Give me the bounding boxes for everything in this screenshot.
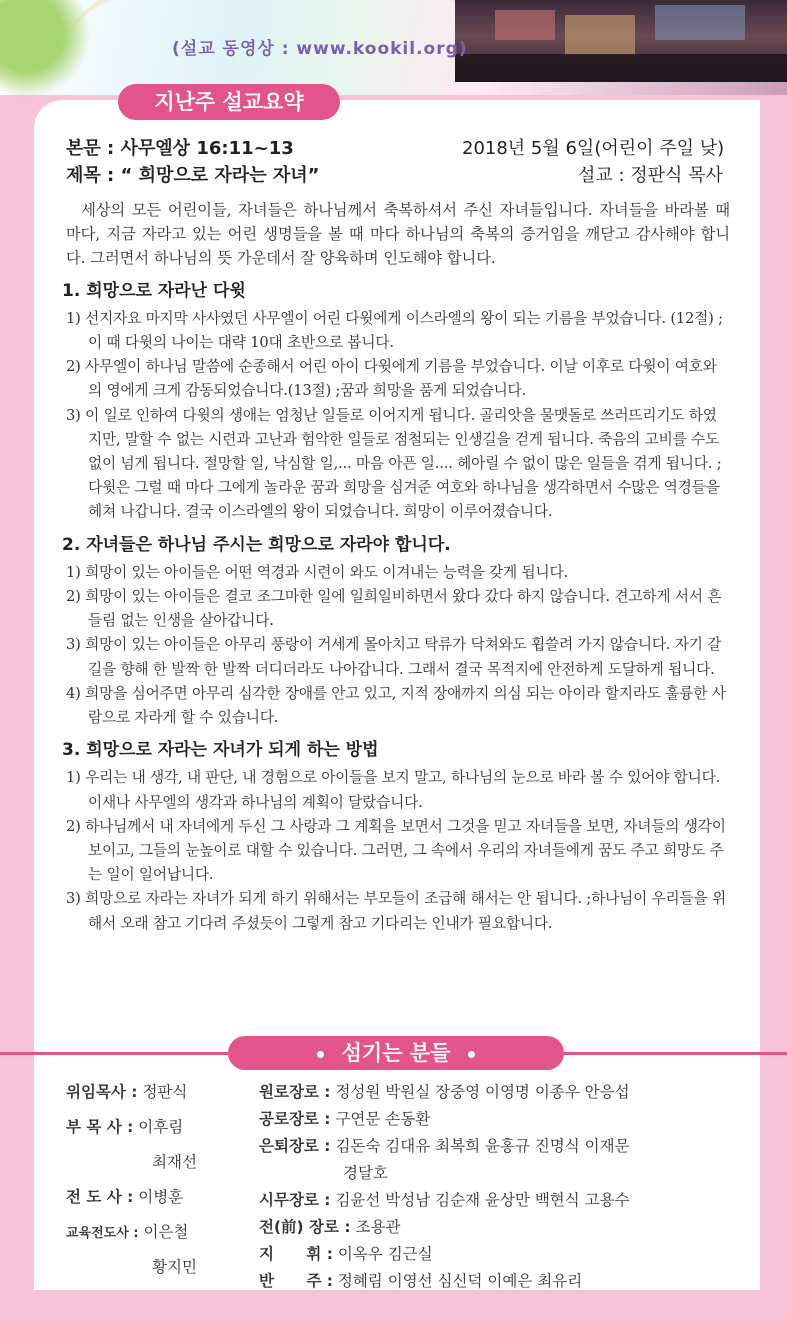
intro-paragraph: 세상의 모든 어린이들, 자녀들은 하나님께서 축복하셔서 주신 자녀들입니다. 자녀들을 바라볼 때 마다, 지금 자라고 있는 어린 생명들을 볼 때 마다 하나님의 축복의 증거임을 깨닫고 감사해야 합니다. 그러면서 하나님의 뜻 가운데서 잘 양육하며 인도해야 합니다. [66,201,730,268]
list-item: 3) 이 일로 인하여 다윗의 생애는 엄청난 일들로 이어지게 됩니다. 골리앗을 물맷돌로 쓰러뜨리기도 하였지만, 말할 수 없는 시련과 고난과 험악한 일들로 점철되는 인생길을 걷게 됩니다. 죽음의 고비를 수도 없이 넘게 됩니다. 절망할 일, 낙심할 일,... 마음 아픈 일.... 헤아릴 수 없이 많은 일들을 겪게 됩니다. ;다윗은 그럴 때 마다 그에게 놀라운 꿈과 희망을 심겨준 여호와 하나님을 생각하면서 수많은 역경들을 헤쳐 나갑니다. 결국 이스라엘의 왕이 되었습니다. 희망이 이루어졌습니다. [66,406,722,521]
list-item: 1) 선지자요 마지막 사사였던 사무엘이 어린 다윗에게 이스라엘의 왕이 되는 기름을 부었습니다. (12절) ;이 때 다윗의 나이는 대략 10대 초반으로 봅니다. [66,309,723,352]
staff-row: 은퇴장로 : 김돈숙 김대유 최복희 윤홍규 진명식 이재문 [259,1137,630,1155]
list-item: 4) 희망을 심어주면 아무리 심각한 장애를 안고 있고, 지적 장애까지 의심 되는 아이라 할지라도 훌륭한 사람으로 자라게 할 수 있습니다. [66,684,726,727]
staff-row: 공로장로 : 구연문 손동환 [259,1110,431,1128]
dot-icon [468,1051,475,1058]
list-item: 2) 희망이 있는 아이들은 결코 조그마한 일에 일희일비하면서 왔다 갔다 하지 않습니다. 견고하게 서서 흔들림 없는 인생을 살아갑니다. [66,588,722,630]
servants-title: 섬기는 분들 [341,1041,451,1065]
pastoral-staff-list [66,1079,197,1281]
staff-row: 시무장로 : 김윤선 박성남 김순재 윤상만 백현식 고용수 [259,1191,630,1209]
sermon-body [62,198,730,936]
list-item: 3) 희망이 있는 아이들은 아무리 풍랑이 거세게 몰아치고 탁류가 닥쳐와도 휩쓸려 가지 않습니다. 자기 갈 길을 향해 한 발짝 한 발짝 더디더라도 나아갑니다. 그래서 결국 목적지에 안전하게 도달하게 됩니다. [66,636,722,678]
tree-decoration [0,0,110,100]
list-item: 3) 희망으로 자라는 자녀가 되게 하기 위해서는 부모들이 조급해 해서는 안 됩니다. ;하나님이 우리들을 위해서 오래 참고 기다려 주셨듯이 그렇게 참고 기다리는 인내가 필요합니다. [66,890,726,932]
staff-row: 원로장로 : 정성원 박원실 장중영 이영명 이종우 안응섭 [259,1083,630,1101]
staff-row: 전(前) 장로 : 조용관 [259,1218,401,1236]
section-heading-2: 2. 자녀들은 하나님 주시는 희망으로 자라야 합니다. [62,534,451,555]
section-title: 지난주 설교요약 [118,84,340,120]
list-item: 2) 사무엘이 하나님 말씀에 순종해서 어린 아이 다윗에게 기름을 부었습니다. 이날 이후로 다윗이 여호와의 영에게 크게 감동되었습니다.(13절) ;꿈과 희망을 품게 되었습니다. [66,358,717,400]
staff-row: 교육전도사 : 이은철 [66,1223,189,1241]
staff-row: 황지민 [152,1258,197,1276]
video-website-link[interactable]: (설교 동영상 : www.kookil.org) [172,39,468,59]
staff-row: 최재선 [152,1153,197,1171]
staff-row: 지 휘 : 이옥우 김근실 [259,1245,433,1263]
section-heading-3: 3. 희망으로 자라는 자녀가 되게 하는 방법 [62,740,379,761]
section-heading-1: 1. 희망으로 자라난 다윗 [62,280,246,301]
list-item: 1) 희망이 있는 아이들은 어떤 역경과 시련이 와도 이겨내는 능력을 갖게 됩니다. [66,563,568,581]
dot-icon [317,1051,324,1058]
staff-row: 경달호 [343,1164,388,1182]
preacher: 설교 : 정판식 목사 [578,165,723,186]
worship-photo [455,0,787,82]
list-item: 2) 하나님께서 내 자녀에게 두신 그 사랑과 그 계획을 보면서 그것을 믿고 자녀들을 보면, 자녀들의 생각이 보이고, 그들의 눈높이로 대할 수 있습니다. 그러면, 그 속에서 우리의 자녀들에게 꿈도 주고 희망도 주는 일이 일어납니다. [66,817,726,884]
list-item: 1) 우리는 내 생각, 내 판단, 내 경험으로 아이들을 보지 말고, 하나님의 눈으로 바라 볼 수 있어야 합니다. 이새나 사무엘의 생각과 하나님의 계획이 달랐습니다. [66,769,721,811]
sermon-date: 2018년 5월 6일(어린이 주일 낮) [462,138,725,159]
elders-list [259,1079,630,1295]
scripture: 본문 : 사무엘상 16:11~13 [66,138,294,159]
sermon-title: 제목 : “ 희망으로 자라는 자녀” [66,165,320,186]
staff-row: 부 목 사 : 이후림 [66,1118,184,1136]
staff-row: 반 주 : 정혜림 이영선 심신덕 이예은 최유리 [259,1272,583,1290]
servants-title-badge [228,1036,564,1070]
staff-row: 전 도 사 : 이병훈 [66,1188,184,1206]
staff-row: 위임목사 : 정판식 [66,1083,188,1101]
